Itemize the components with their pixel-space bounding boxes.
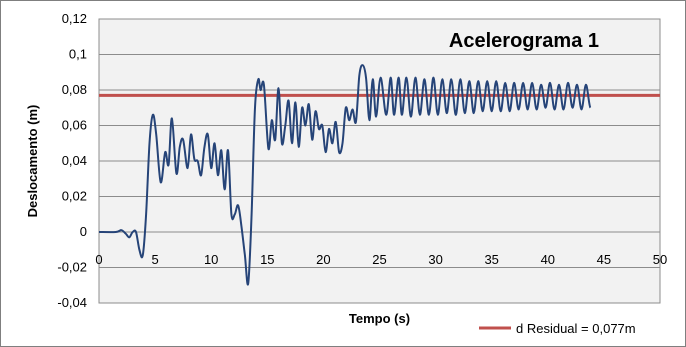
x-tick-label: 0 xyxy=(95,252,103,267)
y-tick-label: 0,02 xyxy=(61,188,87,204)
x-tick-label: 35 xyxy=(484,252,499,267)
x-tick-label: 30 xyxy=(428,252,443,267)
y-tick-label: 0,08 xyxy=(61,82,87,97)
y-tick-label: -0,04 xyxy=(57,295,87,310)
x-tick-label: 40 xyxy=(540,252,556,267)
y-tick-label: 0,04 xyxy=(61,153,87,168)
chart-title: Acelerograma 1 xyxy=(448,30,599,52)
y-tick-label: 0,1 xyxy=(68,46,87,62)
y-tick-labels xyxy=(57,11,87,310)
x-tick-label: 10 xyxy=(203,252,219,267)
legend xyxy=(479,321,636,336)
x-tick-label: 20 xyxy=(316,252,331,267)
x-axis-title: Tempo (s) xyxy=(348,311,411,326)
x-tick-label: 45 xyxy=(596,252,612,267)
y-axis-title: Deslocamento (m) xyxy=(25,104,40,218)
x-tick-label: 5 xyxy=(151,252,159,267)
y-tick-label: 0 xyxy=(79,224,87,239)
x-tick-label: 15 xyxy=(260,252,275,267)
legend-label-residual: d Residual = 0,077m xyxy=(516,321,636,336)
x-tick-label: 25 xyxy=(372,252,387,267)
y-tick-label: 0,06 xyxy=(61,117,87,133)
y-tick-label: 0,12 xyxy=(61,11,87,26)
x-tick-label: 50 xyxy=(652,252,668,267)
chart-svg xyxy=(1,1,685,346)
y-tick-label: -0,02 xyxy=(57,259,87,275)
